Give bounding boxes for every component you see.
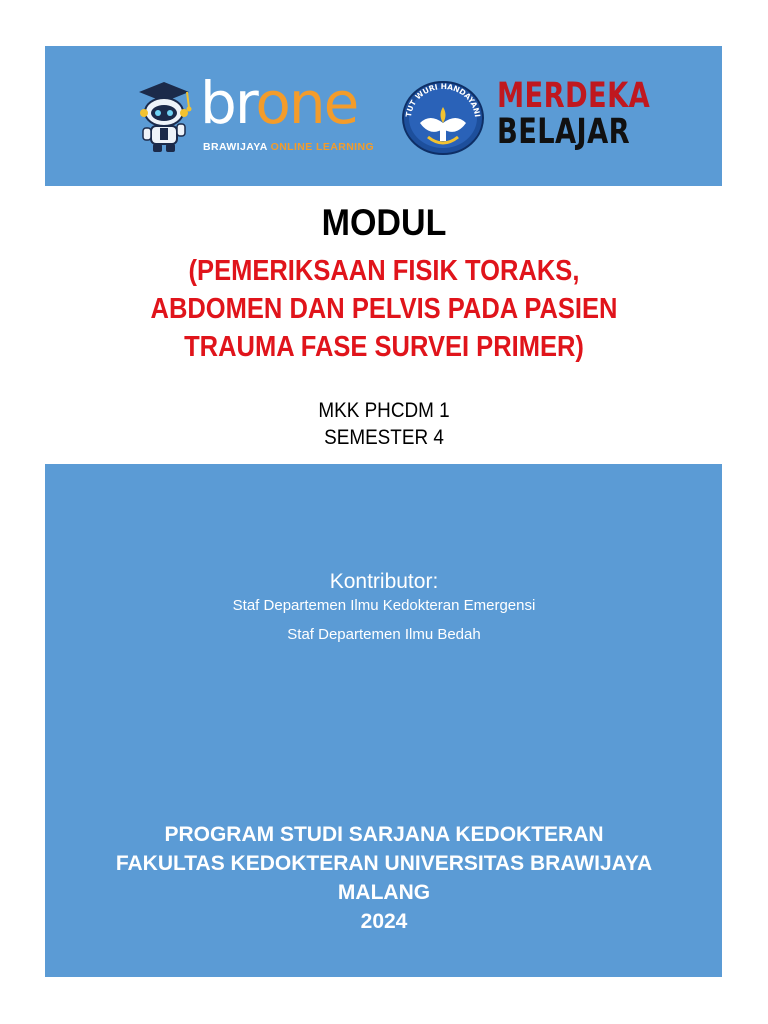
brone-tagline-online-learning: ONLINE LEARNING <box>270 141 375 153</box>
course-info <box>0 397 768 451</box>
merdeka-line2: BELAJAR <box>497 112 631 152</box>
contributor-item: Staf Departemen Ilmu Kedokteran Emergensi <box>232 597 536 614</box>
subtitle-line-3: TRAUMA FASE SURVEI PRIMER) <box>184 331 584 363</box>
brone-tagline <box>203 141 374 153</box>
module-title: MODUL <box>321 202 447 243</box>
footer-program: PROGRAM STUDI SARJANA KEDOKTERAN <box>164 823 604 846</box>
course-code: MKK PHCDM 1 <box>318 399 450 422</box>
brone-wordmark <box>200 69 358 137</box>
contributor-item: Staf Departemen Ilmu Bedah <box>287 626 481 643</box>
logo-row <box>45 46 722 186</box>
institution-footer <box>0 820 768 936</box>
seal-motto: TUT WURI HANDAYANI <box>404 81 482 118</box>
module-subtitle <box>0 252 768 366</box>
brone-wordmark-one: one <box>255 69 358 137</box>
header-panel <box>45 46 722 186</box>
course-semester: SEMESTER 4 <box>324 426 444 449</box>
footer-year: 2024 <box>360 910 408 933</box>
merdeka-line1: MERDEKA <box>497 76 651 116</box>
footer-faculty: FAKULTAS KEDOKTERAN UNIVERSITAS BRAWIJAYA <box>115 852 653 875</box>
merdeka-belajar-logo <box>497 78 650 150</box>
brone-wordmark-br: br <box>200 69 256 137</box>
subtitle-line-1: (PEMERIKSAAN FISIK TORAKS, <box>188 255 580 287</box>
brone-tagline-brawijaya: BRAWIJAYA <box>203 141 268 153</box>
subtitle-line-2: ABDOMEN DAN PELVIS PADA PASIEN <box>150 293 618 325</box>
contributors-heading: Kontributor: <box>329 570 439 593</box>
footer-city: MALANG <box>337 881 431 904</box>
tut-wuri-handayani-seal-logo <box>400 79 486 155</box>
brone-mascot-logo <box>133 76 195 154</box>
